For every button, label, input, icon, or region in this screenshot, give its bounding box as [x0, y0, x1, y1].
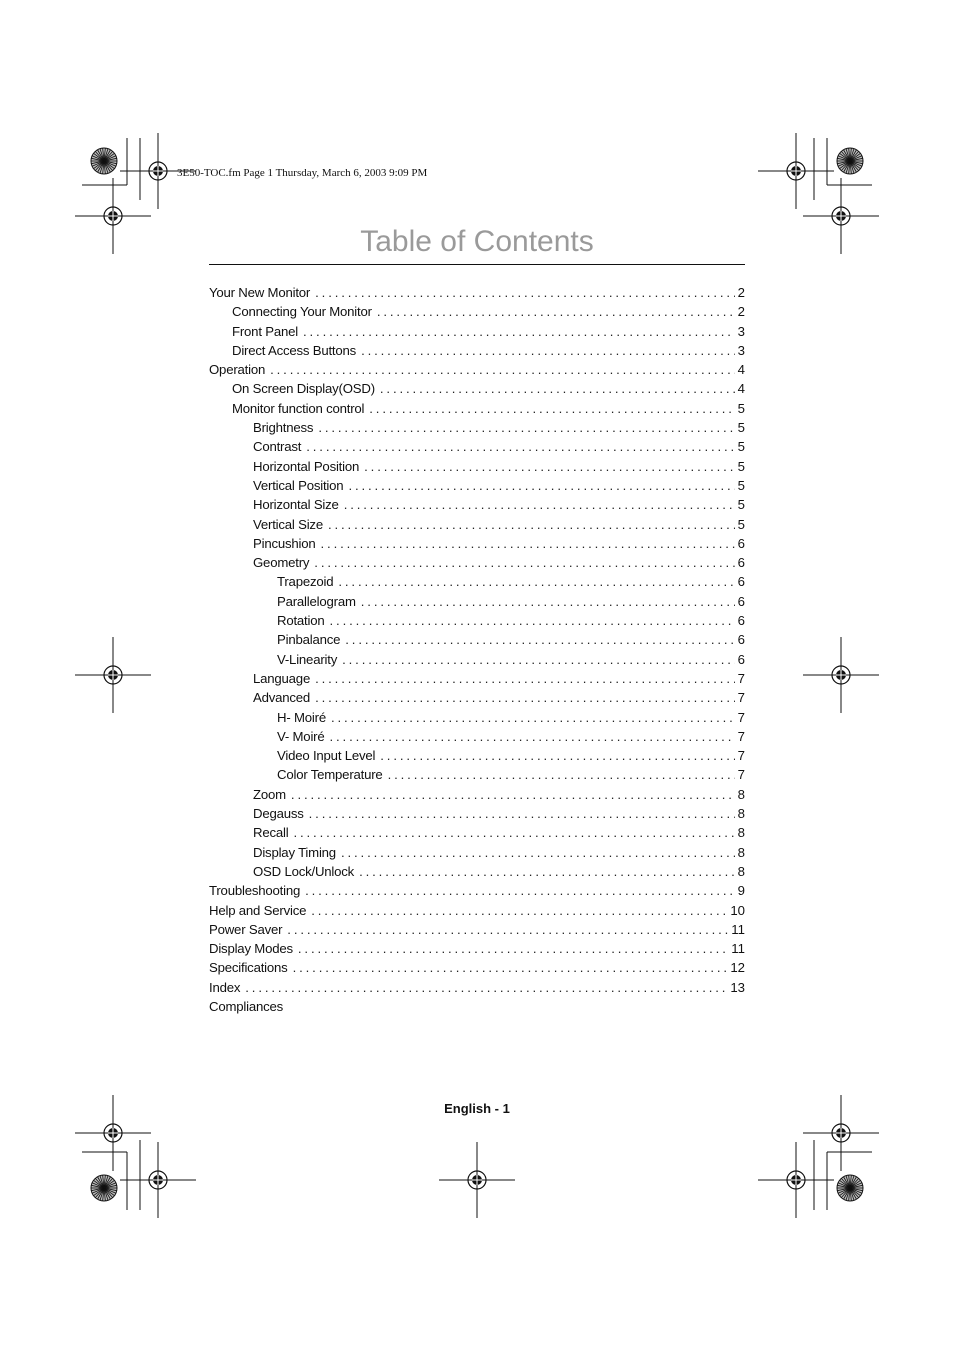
toc-entry-label: Monitor function control	[232, 400, 365, 416]
registration-mark	[439, 1142, 515, 1218]
toc-entry[interactable]	[209, 611, 745, 630]
toc-entry-page: 7	[737, 709, 745, 725]
toc-dot-leader	[344, 495, 735, 514]
toc-entry-page: 6	[737, 613, 745, 629]
toc-entry-page: 5	[737, 477, 745, 493]
toc-entry-label: Help and Service	[209, 902, 307, 918]
toc-entry-label: Contrast	[253, 439, 302, 455]
toc-dot-leader	[287, 920, 728, 939]
toc-entry-page: 8	[737, 825, 745, 841]
toc-entry-page: 5	[737, 400, 745, 416]
toc-entry[interactable]	[209, 669, 745, 688]
toc-entry[interactable]	[209, 437, 745, 456]
toc-entry-page: 7	[737, 748, 745, 764]
toc-entry-label: Troubleshooting	[209, 883, 301, 899]
toc-dot-leader	[315, 688, 735, 707]
toc-dot-leader	[270, 360, 735, 379]
page-footer: English - 1	[444, 1101, 510, 1116]
toc-entry-label: Horizontal Size	[253, 497, 339, 513]
toc-entry[interactable]	[209, 727, 745, 746]
toc-entry-label: Compliances	[209, 998, 284, 1014]
toc-dot-leader	[330, 727, 735, 746]
toc-dot-leader	[315, 669, 735, 688]
toc-entry-label: OSD Lock/Unlock	[253, 863, 355, 879]
toc-entry-label: Front Panel	[232, 323, 298, 339]
toc-entry-label: Your New Monitor	[209, 285, 311, 300]
toc-entry-label: Specifications	[209, 960, 288, 976]
toc-entry-label: V- Moiré	[277, 728, 325, 744]
toc-entry[interactable]	[209, 901, 745, 920]
toc-entry-label: Parallelogram	[277, 593, 356, 609]
toc-entry-label: Recall	[253, 825, 289, 841]
toc-entry-page: 6	[737, 632, 745, 648]
toc-dot-leader	[293, 958, 728, 977]
toc-dot-leader	[361, 341, 735, 360]
toc-dot-leader	[364, 457, 735, 476]
toc-entry-page: 11	[731, 941, 745, 957]
toc-entry[interactable]	[209, 978, 745, 997]
toc-dot-leader	[330, 611, 735, 630]
registration-mark	[75, 637, 151, 713]
toc-entry[interactable]	[209, 843, 745, 862]
toc-entry[interactable]	[209, 341, 745, 360]
toc-entry[interactable]	[209, 418, 745, 437]
toc-entry-label: Vertical Size	[253, 516, 323, 532]
toc-dot-leader	[328, 515, 735, 534]
toc-entry[interactable]	[209, 630, 745, 649]
toc-entry-page: 7	[737, 670, 745, 686]
toc-dot-leader	[291, 785, 735, 804]
page-title: Table of Contents	[360, 225, 594, 258]
toc-dot-leader	[348, 476, 734, 495]
toc-entry-page: 4	[737, 362, 745, 378]
toc-entry-page: 5	[737, 497, 745, 513]
toc-dot-leader	[345, 630, 734, 649]
toc-entry[interactable]	[209, 765, 745, 784]
toc-entry-page: 4	[737, 381, 745, 397]
toc-entry-page: 11	[731, 921, 745, 937]
toc-dot-leader	[303, 322, 735, 341]
toc-entry-page: 6	[737, 535, 745, 551]
toc-dot-leader	[318, 418, 734, 437]
toc-entry-page: 8	[737, 844, 745, 860]
toc-entry[interactable]	[209, 862, 745, 881]
registration-mark	[758, 133, 834, 209]
toc-entry-label: Brightness	[253, 420, 314, 436]
toc-entry[interactable]	[209, 283, 745, 302]
toc-dot-leader	[309, 804, 735, 823]
toc-entry-label: Geometry	[253, 555, 310, 571]
toc-entry[interactable]	[209, 823, 745, 842]
toc-dot-leader	[380, 746, 734, 765]
toc-entry-label: Video Input Level	[277, 748, 376, 764]
toc-dot-leader	[305, 881, 735, 900]
toc-dot-leader	[342, 650, 735, 669]
star-target-mark	[91, 1175, 117, 1201]
toc-entry-page: 5	[737, 458, 745, 474]
toc-entry-label: Display Modes	[209, 941, 293, 957]
toc-entry-label: Power Saver	[209, 921, 283, 937]
toc-entry-label: Index	[209, 979, 241, 995]
toc-entry[interactable]	[209, 708, 745, 727]
toc-entry-label: Language	[253, 670, 311, 686]
toc-entry-page: 5	[737, 516, 745, 532]
toc-entry-label: Connecting Your Monitor	[232, 304, 372, 320]
toc-dot-leader	[338, 572, 734, 591]
toc-entry[interactable]	[209, 785, 745, 804]
toc-entry-page: 3	[737, 323, 745, 339]
registration-mark	[120, 1142, 196, 1218]
toc-entry-label: Degauss	[253, 806, 304, 822]
toc-entry-page: 8	[737, 863, 745, 879]
table-of-contents	[209, 283, 745, 1016]
toc-dot-leader	[359, 862, 735, 881]
toc-entry[interactable]	[209, 476, 745, 495]
registration-mark	[803, 637, 879, 713]
toc-entry-page: 2	[737, 285, 745, 300]
toc-entry-page: 6	[737, 651, 745, 667]
toc-entry[interactable]	[209, 572, 745, 591]
toc-dot-leader	[293, 823, 734, 842]
toc-entry-label: H- Moiré	[277, 709, 326, 725]
toc-entry[interactable]	[209, 360, 745, 379]
toc-entry-page: 7	[737, 690, 745, 706]
registration-mark	[758, 1142, 834, 1218]
toc-entry[interactable]	[209, 592, 745, 611]
toc-entry-page: 3	[737, 342, 745, 358]
title-rule	[209, 264, 745, 265]
star-target-mark	[837, 1175, 863, 1201]
toc-entry[interactable]	[209, 302, 745, 321]
toc-entry-label: Advanced	[253, 690, 311, 706]
toc-entry-page: 8	[737, 786, 745, 802]
toc-entry[interactable]	[209, 515, 745, 534]
toc-entry-page: 13	[730, 979, 745, 995]
toc-entry-label: Operation	[209, 362, 266, 378]
toc-entry-label: Pinbalance	[277, 632, 341, 648]
toc-entry-page: 8	[737, 806, 745, 822]
toc-entry[interactable]	[209, 804, 745, 823]
toc-dot-leader	[377, 302, 735, 321]
toc-entry-page: 7	[737, 728, 745, 744]
toc-entry[interactable]	[209, 688, 745, 707]
toc-entry[interactable]	[209, 958, 745, 977]
toc-entry-page: 6	[737, 593, 745, 609]
toc-entry-page: 6	[737, 555, 745, 571]
toc-entry[interactable]	[209, 997, 745, 1016]
toc-entry-label: Zoom	[253, 786, 286, 802]
toc-entry-page: 12	[730, 960, 745, 976]
toc-entry-page: 2	[737, 304, 745, 320]
toc-dot-leader	[311, 901, 727, 920]
toc-entry-label: Direct Access Buttons	[232, 342, 357, 358]
toc-entry[interactable]	[209, 399, 745, 418]
toc-entry[interactable]	[209, 939, 745, 958]
toc-entry-label: Vertical Position	[253, 477, 344, 493]
star-target-mark	[91, 148, 117, 174]
toc-dot-leader	[245, 978, 727, 997]
toc-entry-page: 10	[730, 902, 745, 918]
toc-entry[interactable]	[209, 920, 745, 939]
toc-entry[interactable]	[209, 322, 745, 341]
toc-entry-label: V-Linearity	[277, 651, 338, 667]
toc-entry-label: Rotation	[277, 613, 325, 629]
toc-entry[interactable]	[209, 881, 745, 900]
toc-entry-page: 5	[737, 439, 745, 455]
toc-entry[interactable]	[209, 379, 745, 398]
toc-entry-page: 5	[737, 420, 745, 436]
toc-dot-leader	[331, 708, 735, 727]
toc-entry[interactable]	[209, 553, 745, 572]
toc-entry-label: On Screen Display(OSD)	[232, 381, 375, 397]
toc-entry[interactable]	[209, 534, 745, 553]
toc-entry[interactable]	[209, 495, 745, 514]
toc-dot-leader	[314, 553, 734, 572]
toc-dot-leader	[315, 283, 735, 302]
toc-dot-leader	[298, 939, 728, 958]
toc-dot-leader	[369, 399, 734, 418]
toc-dot-leader	[388, 765, 735, 784]
file-slug: 3E50-TOC.fm Page 1 Thursday, March 6, 2003 9:09 PM	[177, 167, 428, 179]
toc-entry-label: Display Timing	[253, 844, 336, 860]
toc-dot-leader	[321, 534, 735, 553]
toc-entry-page: 7	[737, 767, 745, 783]
toc-dot-leader	[341, 843, 735, 862]
toc-entry-label: Color Temperature	[277, 767, 383, 783]
toc-entry-page: 6	[737, 574, 745, 590]
toc-entry-label: Trapezoid	[277, 574, 334, 590]
toc-entry[interactable]	[209, 650, 745, 669]
toc-dot-leader	[361, 592, 735, 611]
toc-entry-label: Horizontal Position	[253, 458, 360, 474]
toc-dot-leader	[306, 437, 734, 456]
toc-dot-leader	[380, 379, 735, 398]
toc-entry[interactable]	[209, 746, 745, 765]
toc-entry[interactable]	[209, 457, 745, 476]
toc-entry-label: Pincushion	[253, 535, 316, 551]
star-target-mark	[837, 148, 863, 174]
toc-entry-page: 9	[737, 883, 745, 899]
